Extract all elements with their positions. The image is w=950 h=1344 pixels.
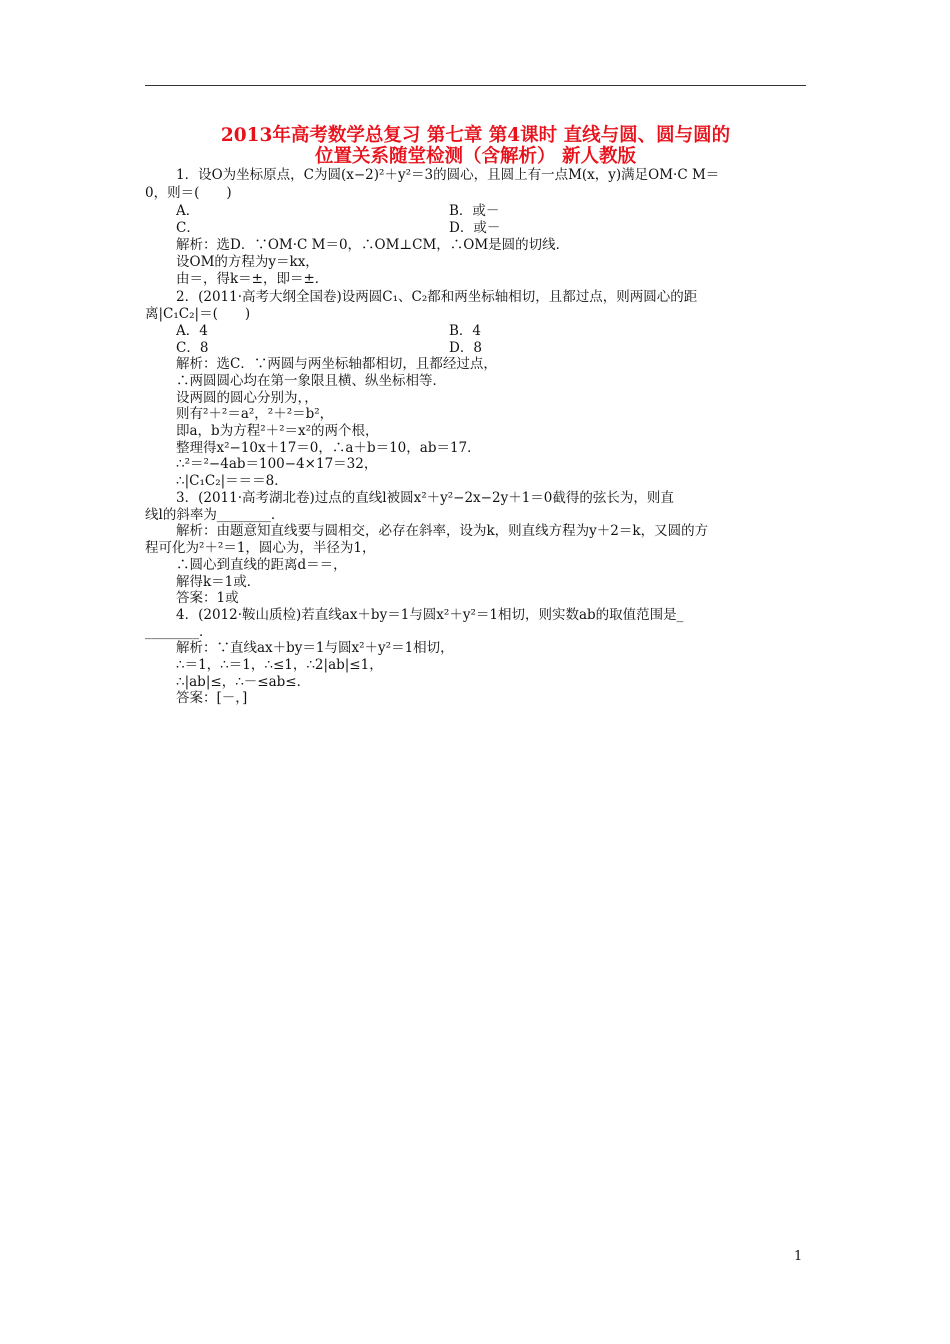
- question-2-solution: 即a，b为方程²＋²＝x²的两个根，: [176, 423, 379, 439]
- question-2-option-a: A．4: [176, 323, 208, 339]
- question-2-option-b: B．4: [449, 323, 482, 339]
- question-4-stem-cont: ________．: [145, 624, 213, 640]
- question-3-answer: 答案：1或: [176, 590, 239, 606]
- question-1-option-a: A．: [176, 203, 200, 219]
- question-2-solution: ∴²＝²−4ab＝100−4×17＝32，: [176, 456, 378, 472]
- question-3-solution-cont: 程可化为²＋²＝1，圆心为，半径为1，: [145, 540, 376, 556]
- question-1-option-d: D．或－: [449, 220, 501, 236]
- question-2-stem-cont: 离|C₁C₂|＝( ): [145, 306, 251, 322]
- question-1-stem: 1．设O为坐标原点，C为圆(x−2)²＋y²＝3的圆心，且圆上有一点M(x，y)满足OM·C M＝: [176, 167, 720, 183]
- question-1-solution: 由＝，得k＝±，即＝±．: [176, 271, 329, 287]
- question-3-solution: 解析：由题意知直线要与圆相交，必存在斜率，设为k，则直线方程为y＋2＝k，又圆的方: [176, 523, 709, 539]
- question-3-stem: 3．(2011·高考湖北卷)过点的直线l被圆x²＋y²−2x−2y＋1＝0截得的弦长为，则直: [176, 490, 674, 506]
- question-2-stem: 2．(2011·高考大纲全国卷)设两圆C₁、C₂都和两坐标轴相切，且都过点，则两圆心的距: [176, 289, 698, 305]
- question-2-solution: 设两圆的圆心分别为，，: [176, 390, 318, 406]
- question-1-option-c: C．: [176, 220, 200, 236]
- question-4-solution: ∴＝1，∴＝1，∴≤1，∴2|ab|≤1，: [176, 657, 383, 673]
- page-number: 1: [794, 1249, 803, 1264]
- header-rule: [145, 85, 806, 86]
- question-1-solution: 解析：选D．∵OM·C M＝0，∴OM⊥CM，∴OM是圆的切线．: [176, 237, 570, 253]
- question-4-solution: 解析：∵直线ax＋by＝1与圆x²＋y²＝1相切，: [176, 640, 454, 656]
- question-4-solution: ∴|ab|≤，∴－≤ab≤．: [176, 674, 311, 690]
- question-2-solution: ∴两圆圆心均在第一象限且横、纵坐标相等．: [176, 373, 446, 389]
- question-3-solution: ∴圆心到直线的距离d＝＝，: [176, 557, 347, 573]
- question-2-solution: ∴|C₁C₂|＝＝＝8．: [176, 473, 288, 489]
- question-2-option-c: C．8: [176, 340, 209, 356]
- document-title-line-2: 位置关系随堂检测（含解析） 新人教版: [315, 146, 636, 167]
- question-2-option-d: D．8: [449, 340, 482, 356]
- question-2-solution: 整理得x²−10x＋17＝0，∴a＋b＝10，ab＝17．: [176, 440, 481, 456]
- question-4-stem: 4．(2012·鞍山质检)若直线ax＋by＝1与圆x²＋y²＝1相切，则实数ab的取值范围是_: [176, 607, 684, 623]
- question-3-stem-cont: 线l的斜率为________．: [145, 507, 285, 523]
- question-1-solution: 设OM的方程为y＝kx，: [176, 254, 319, 270]
- question-1-option-b: B．或－: [449, 203, 500, 219]
- question-3-solution: 解得k＝1或．: [176, 574, 261, 590]
- question-2-solution: 解析：选C．∵两圆与两坐标轴都相切，且都经过点，: [176, 356, 497, 372]
- document-title-line-1: 2013年高考数学总复习 第七章 第4课时 直线与圆、圆与圆的: [220, 125, 731, 146]
- question-1-stem-cont: 0，则＝( ): [145, 185, 232, 201]
- question-4-answer: 答案：[－，]: [176, 690, 248, 706]
- question-2-solution: 则有²＋²＝a²，²＋²＝b²，: [176, 406, 334, 422]
